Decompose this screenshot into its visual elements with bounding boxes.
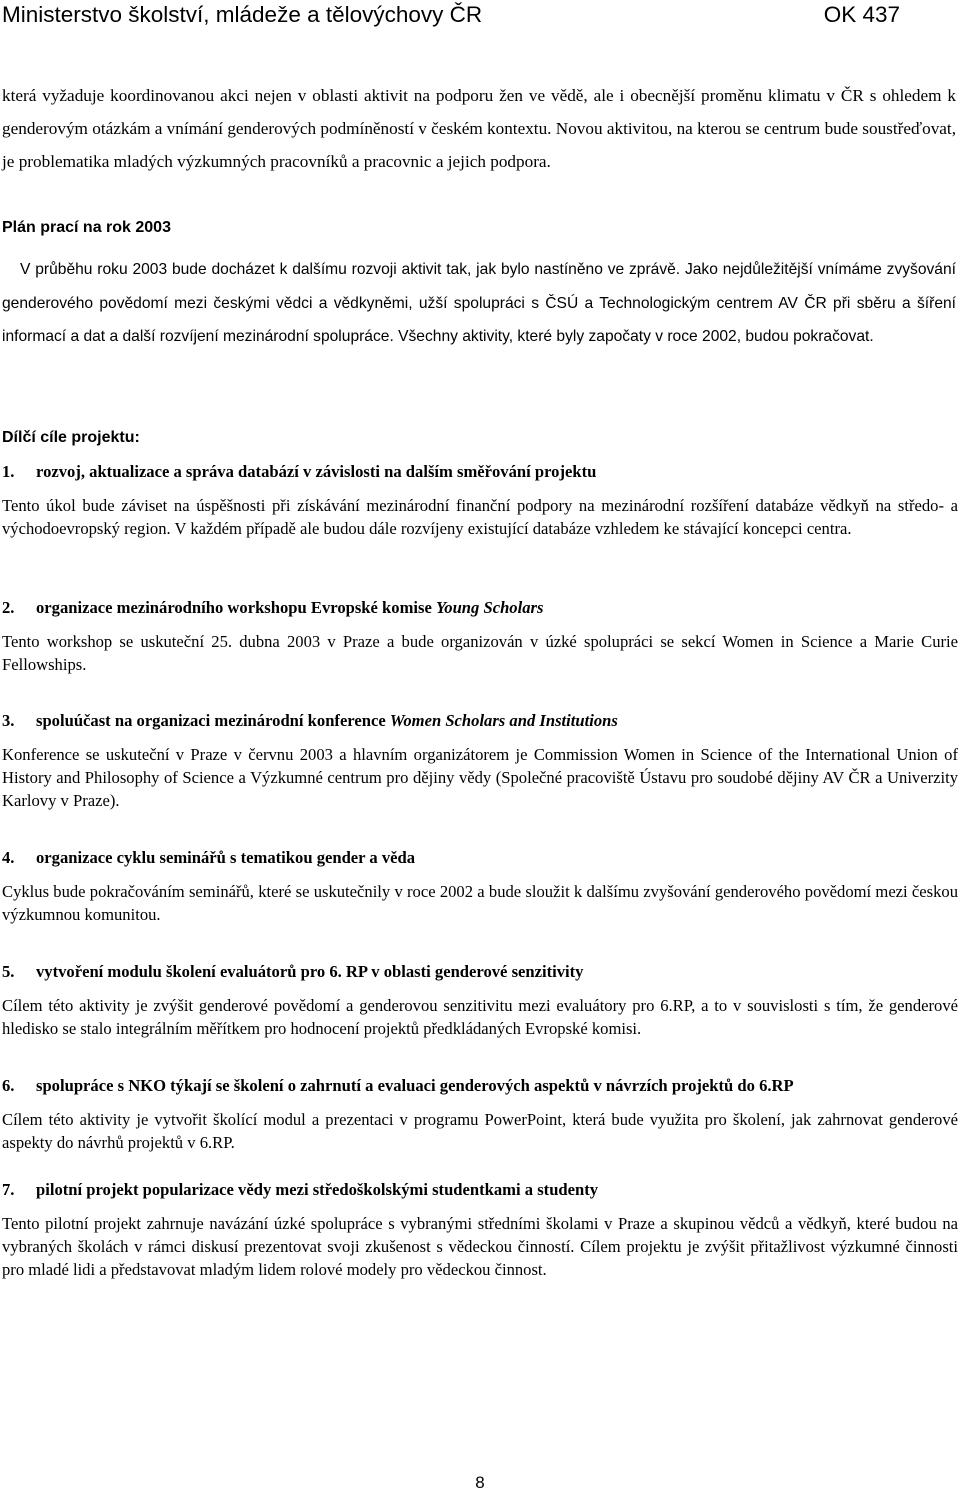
plan-heading: Plán prací na rok 2003: [2, 219, 171, 236]
page-number: 8: [475, 1473, 485, 1492]
objective-4: [2, 847, 958, 926]
objective-number: 1.: [2, 462, 15, 481]
objective-2: [2, 597, 958, 676]
objective-number: 4.: [2, 848, 15, 867]
plan-paragraph: V průběhu roku 2003 bude docházet k dalšímu rozvoji aktivit tak, jak bylo nastíněno ve zprávě. Jako nejdůležitější vnímáme zvyšování genderového povědomí mezi českými vědci a vědkyněmi, užší spolupráci s ČSÚ a Technologickým centrem AV ČR při sběru a šíření informací a dat a další rozvíjení mezinárodní spolupráce. Všechny aktivity, které byly započaty v roce 2002, budou pokračovat.: [2, 261, 956, 345]
objectives-heading: Dílčí cíle projektu:: [2, 429, 140, 446]
objective-number: 5.: [2, 962, 15, 981]
objective-title: [2, 1075, 958, 1097]
ministry-name: Ministerstvo školství, mládeže a tělovýchovy ČR: [2, 2, 483, 27]
page-header: [0, 0, 960, 36]
objective-title-text: pilotní projekt popularizace vědy mezi středoškolskými studentkami a studenty: [36, 1180, 599, 1199]
document-code: OK 437: [823, 2, 900, 27]
objective-7: [2, 1179, 958, 1281]
objective-3: [2, 710, 958, 812]
objective-body: Cílem této aktivity je vytvořit školící modul a prezentaci v programu PowerPoint, která bude využita pro školení, jak zahrnovat genderové aspekty do návrhů projektů v 6.RP.: [2, 1110, 958, 1152]
objective-title: [2, 461, 958, 483]
objective-title-text: spoluúčast na organizaci mezinárodní konference: [36, 711, 390, 730]
objective-body: Tento pilotní projekt zahrnuje navázání úzké spolupráce s vybranými středními školami v Praze a skupinou vědců a vědkyň, které budou na vybraných školách v rámci diskusí prezentovat svoji zkušenost s vědeckou činností. Cílem projektu je zvýšit přitažlivost výzkumné činnosti pro mladé lidi a představovat mladým lidem rolové modely pro vědeckou činnost.: [2, 1214, 958, 1279]
objective-body: Konference se uskuteční v Praze v červnu 2003 a hlavním organizátorem je Commission Women in Science of the International Union of History and Philosophy of Science a Výzkumné centrum pro dějiny vědy (Společné pracoviště Ústavu pro soudobé dějiny AV ČR a Univerzity Karlovy v Praze).: [2, 745, 958, 810]
objective-number: 2.: [2, 598, 15, 617]
objective-title: [2, 597, 958, 619]
objective-title: [2, 961, 958, 983]
objective-body: Tento workshop se uskuteční 25. dubna 2003 v Praze a bude organizován v úzké spolupráci se sekcí Women in Science a Marie Curie Fellowships.: [2, 632, 958, 674]
objective-title: [2, 847, 958, 869]
objective-body: Cyklus bude pokračováním seminářů, které se uskutečnily v roce 2002 a bude sloužit k dalšímu zvyšování genderového povědomí mezi českou výzkumnou komunitou.: [2, 882, 958, 924]
objective-title-text: organizace mezinárodního workshopu Evropské komise: [36, 598, 436, 617]
objective-title-text: rozvoj, aktualizace a správa databází v závislosti na dalším směřování projektu: [36, 462, 597, 481]
objective-number: 6.: [2, 1076, 15, 1095]
intro-paragraph: která vyžaduje koordinovanou akci nejen v oblasti aktivit na podporu žen ve vědě, ale i obecnější proměnu klimatu v ČR s ohledem k genderovým otázkám a vnímání genderových podmíněností v českém kontextu. Novou aktivitou, na kterou se centrum bude soustřeďovat, je problematika mladých výzkumných pracovníků a pracovnic a jejich podpora.: [2, 86, 956, 171]
objective-body: Cílem této aktivity je zvýšit genderové povědomí a genderovou senzitivitu mezi evaluátory pro 6.RP, a to v souvislosti s tím, že genderové hledisko se stalo integrálním měřítkem pro hodnocení projektů předkládaných Evropské komisi.: [2, 996, 958, 1038]
objective-6: [2, 1075, 958, 1154]
objective-body: Tento úkol bude záviset na úspěšnosti při získávání mezinárodní finanční podpory na mezinárodní rozšíření databáze vědkyň na středo- a východoevropský region. V každém případě ale budou dále rozvíjeny existující databáze vzhledem ke stávající koncepci centra.: [2, 496, 958, 538]
objective-5: [2, 961, 958, 1040]
objective-number: 3.: [2, 711, 15, 730]
objective-number: 7.: [2, 1180, 15, 1199]
objective-1: [2, 461, 958, 540]
objective-title-text: organizace cyklu seminářů s tematikou gender a věda: [36, 848, 416, 867]
objective-title-text: vytvoření modulu školení evaluátorů pro 6. RP v oblasti genderové senzitivity: [36, 962, 584, 981]
objective-title-italic: Women Scholars and Institutions: [389, 711, 618, 730]
objective-title-italic: Young Scholars: [435, 598, 544, 617]
objective-title: [2, 1179, 958, 1201]
objective-title-text: spolupráce s NKO týkají se školení o zahrnutí a evaluaci genderových aspektů v návrzích projektů do 6.RP: [36, 1076, 794, 1095]
objective-title: [2, 710, 958, 732]
